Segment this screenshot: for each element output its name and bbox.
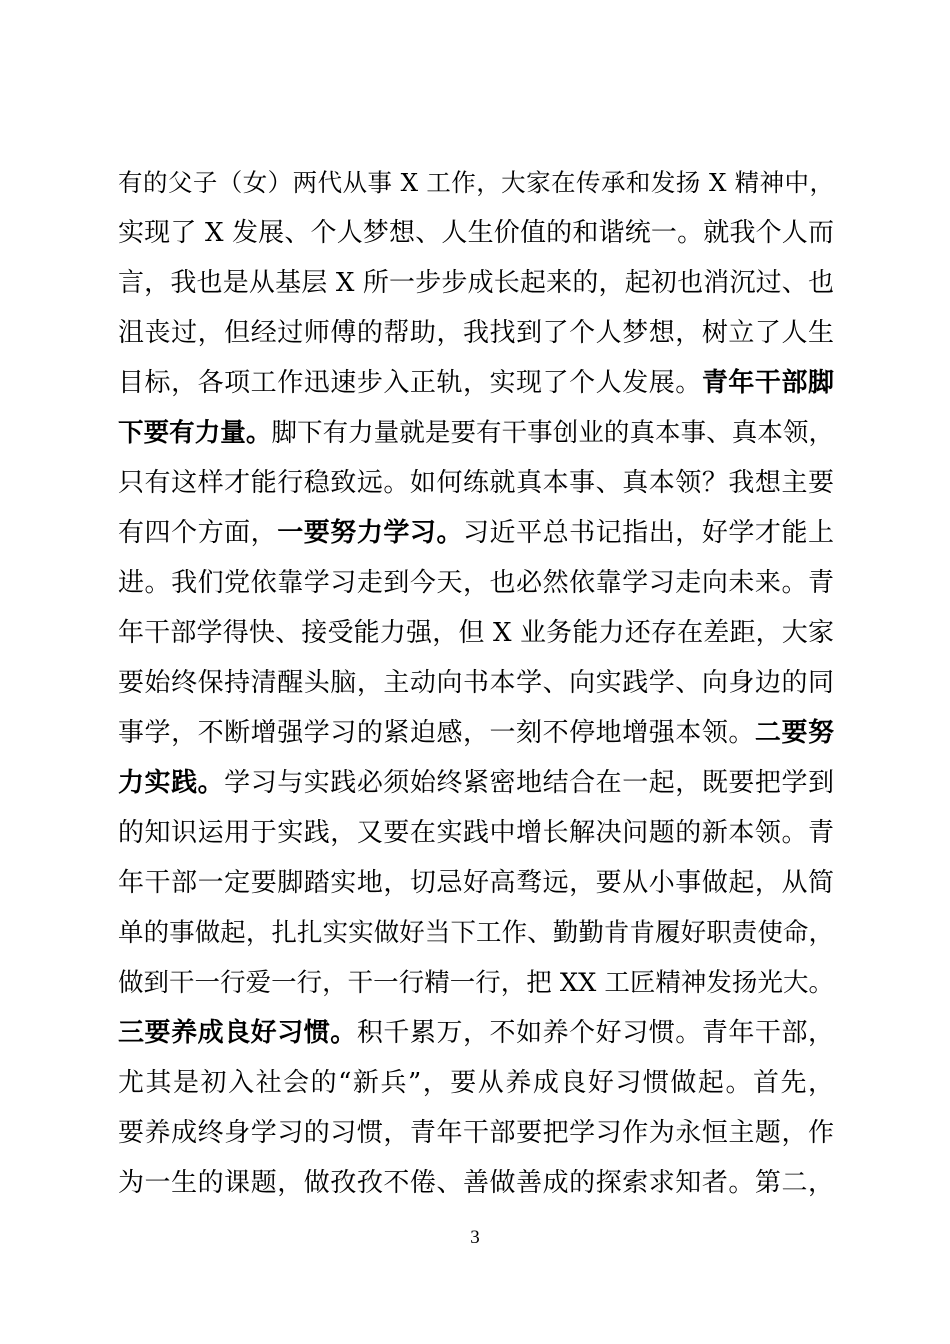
text-line <box>118 608 834 658</box>
body-text <box>118 158 834 1208</box>
text-line <box>118 1008 834 1058</box>
body-text-segment: 要养成终身学习的习惯，青年干部要把学习作为永恒主题，作 <box>118 1118 834 1148</box>
text-line <box>118 908 834 958</box>
body-text-segment: 年干部一定要脚踏实地，切忌好高骛远，要从小事做起，从简 <box>118 868 834 898</box>
text-line <box>118 1108 834 1158</box>
text-line <box>118 708 834 758</box>
body-text-segment: 积千累万，不如养个好习惯。青年干部， <box>356 1018 834 1048</box>
text-line <box>118 808 834 858</box>
bold-heading-text: 二要努 <box>754 718 834 748</box>
bold-heading-text: 青年干部脚 <box>701 368 834 398</box>
text-line <box>118 258 834 308</box>
page-number: 3 <box>470 1227 480 1248</box>
text-line <box>118 1058 834 1108</box>
body-text-segment: 学习与实践必须始终紧密地结合在一起，既要把学到 <box>224 768 834 798</box>
body-text-segment: 习近平总书记指出，好学才能上 <box>463 518 834 548</box>
text-line <box>118 858 834 908</box>
bold-heading-text: 三要养成良好习惯。 <box>118 1018 357 1048</box>
body-text-segment: 言，我也是从基层 X 所一步步成长起来的，起初也消沉过、也 <box>118 268 834 298</box>
text-line <box>118 358 834 408</box>
body-text-segment: 单的事做起，扎扎实实做好当下工作、勤勤肯肯履好职责使命， <box>118 918 834 948</box>
body-text-segment: 脚下有力量就是要有干事创业的真本事、真本领， <box>271 418 834 448</box>
body-text-segment: 沮丧过，但经过师傅的帮助，我找到了个人梦想，树立了人生 <box>118 318 834 348</box>
text-line <box>118 1158 834 1208</box>
body-text-segment: 事学，不断增强学习的紧迫感，一刻不停地增强本领。 <box>118 718 755 748</box>
body-text-segment: 只有这样才能行稳致远。如何练就真本事、真本领？我想主要 <box>118 468 834 498</box>
body-text-segment: 实现了 X 发展、个人梦想、人生价值的和谐统一。就我个人而 <box>118 218 834 248</box>
text-line <box>118 658 834 708</box>
text-line <box>118 458 834 508</box>
bold-heading-text: 一要努力学习。 <box>277 518 463 548</box>
bold-heading-text: 力实践。 <box>118 768 225 798</box>
body-text-segment: 年干部学得快、接受能力强，但 X 业务能力还存在差距，大家 <box>118 618 834 648</box>
body-text-segment: 尤其是初入社会的“新兵”，要从养成良好习惯做起。首先， <box>118 1068 834 1098</box>
text-line <box>118 158 834 208</box>
text-line <box>118 758 834 808</box>
text-line <box>118 408 834 458</box>
body-text-segment: 的知识运用于实践，又要在实践中增长解决问题的新本领。青 <box>118 818 834 848</box>
body-text-segment: 目标，各项工作迅速步入正轨，实现了个人发展。 <box>118 368 702 398</box>
text-line <box>118 508 834 558</box>
body-text-segment: 做到干一行爱一行，干一行精一行，把 XX 工匠精神发扬光大。 <box>118 968 834 998</box>
bold-heading-text: 下要有力量。 <box>118 418 272 448</box>
text-line <box>118 958 834 1008</box>
body-text-segment: 要始终保持清醒头脑，主动向书本学、向实践学、向身边的同 <box>118 668 834 698</box>
body-text-segment: 为一生的课题，做孜孜不倦、善做善成的探索求知者。第二， <box>118 1168 834 1198</box>
text-line <box>118 208 834 258</box>
text-line <box>118 558 834 608</box>
body-text-segment: 有四个方面， <box>118 518 278 548</box>
body-text-segment: 进。我们党依靠学习走到今天，也必然依靠学习走向未来。青 <box>118 568 834 598</box>
body-text-segment: 有的父子（女）两代从事 X 工作，大家在传承和发扬 X 精神中， <box>118 168 834 197</box>
text-line <box>118 308 834 358</box>
